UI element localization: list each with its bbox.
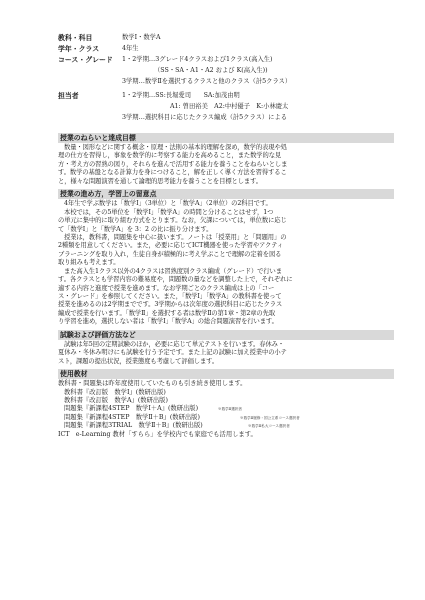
text-line: 適する内容と進度で授業を進めます。なお学期ごとのクラス編成は上の「コー <box>58 284 275 292</box>
book-title: 問題集『新課程4STEP 数学Ⅰ＋A』(数研出版) <box>64 405 199 413</box>
text-line: ブラーニングを取り入れ，生徒自身が積極的に考え学ぶことで理解の定着を図る <box>58 250 282 258</box>
subject-value: 数学Ⅰ・数学A <box>122 34 161 41</box>
workbook-item <box>58 414 394 422</box>
text-line: 授業は，教科書，問題集を中心に扱います。ノートは「授業用」と「問題用」の <box>64 233 287 241</box>
eval-text <box>58 341 394 366</box>
book-title: 教科書『改訂版 数学A』(数研出版) <box>64 396 168 404</box>
text-line: スト，課題の提出状況，授業態度も考慮して評価します。 <box>58 357 219 365</box>
book-title: 教科書『改訂版 数学Ⅰ』(数研出版) <box>64 388 166 396</box>
method-text <box>58 200 394 327</box>
section-heading: 授業の進め方，学習上の留意点 <box>58 189 394 199</box>
workbook-item <box>58 405 394 413</box>
course-label: コース・グレード <box>58 56 113 64</box>
teacher-line: 1・2学期…SS:長堀愛司 SA:加茂由明 <box>122 92 240 99</box>
method-section <box>58 189 394 327</box>
teacher-line: 3学期…選択科目に応じたクラス編成（計5クラス）による <box>122 114 288 121</box>
text-line: の単元に集中的に取り組む方式をとります。なお，欠課については，単位数に応じ <box>58 217 287 225</box>
book-title: 問題集『新課程3TRIAL 数学Ⅱ＋B』(数研出版) <box>64 422 203 430</box>
text-line: 方・考え方の習熟の図り，それらを進んで活用する能力を養うことをねらいとしま <box>58 160 288 168</box>
section-heading: 使用教材 <box>58 369 394 379</box>
text-line: 授業を進めるのは2学期までです。3学期からは次年度の選択科目に応じたクラス <box>58 301 283 309</box>
text-line: 取り組みも考えます。 <box>58 259 120 267</box>
book-note: ※数学Ⅱ私大コース選択者 <box>248 424 290 429</box>
text-line: と，様々な問題演習を通して論理的思考能力を養うことを目標とします。 <box>58 177 262 185</box>
course-meta <box>58 34 394 127</box>
text-line: 試験は年5回の定期試験のほか，必要に応じて単元テストを行います。春休み・ <box>64 340 285 348</box>
book-note: ※数学Ⅱ選択者 <box>218 407 243 412</box>
grade-value: 4年生 <box>122 45 139 52</box>
text-line: 理の仕方を習得し，事象を数学的に考察する能力を高めること，また数学的な見 <box>58 152 282 160</box>
materials-section <box>58 369 394 439</box>
workbook-item <box>58 422 394 430</box>
goals-text <box>58 144 394 186</box>
section-heading: 授業のねらいと達成目標 <box>58 133 394 143</box>
ict-line: ICT e-Learning 教材「すらら」を学校内でも家庭でも活用します。 <box>58 430 257 438</box>
text-line: す。各クラスとも学習内容の難易度や，問題数の量などを調整した上で，それぞれに <box>58 276 293 284</box>
course-line: 3学期…数学Ⅱを選択するクラスと他のクラス（計5クラス） <box>122 78 292 85</box>
text-line: また高入生1クラス以外の4クラスは習熟度別クラス編成（グレード）で行いま <box>64 267 282 275</box>
teacher-line: A1: 曽田裕美 A2:中村優子 K:小林慶太 <box>170 103 289 110</box>
text-line: 本校では，その5単位を「数学Ⅰ」「数学A」の時間と分けることはせず，1つ <box>64 208 274 216</box>
book-note: ※数学Ⅱ履修・国公立系コース選択者 <box>240 415 300 420</box>
eval-section <box>58 330 394 366</box>
text-line: 夏休み・冬休み明けにも試験を行う予定です。また上記の試験に加え授業中の小テ <box>58 349 287 357</box>
course-line: 1・2学期…3グレード4クラスおよび1クラス(高入生) <box>122 56 273 63</box>
goals-section <box>58 133 394 186</box>
syllabus-page <box>58 34 394 439</box>
text-line: り学習を進め，選択しない者は「数学Ⅰ」「数学A」の総合問題演習を行います。 <box>58 318 278 326</box>
text-line: 数量・図形などに関する概念・原理・法則の基本的理解を深め，数学的表現や処 <box>64 144 287 151</box>
grade-label: 学年・クラス <box>58 45 100 53</box>
teacher-label: 担当者 <box>58 92 79 100</box>
textbook-item <box>58 389 394 397</box>
text-line: て「数学Ⅰ」と「数学A」を 3：2 の比に振り分けます。 <box>58 225 213 233</box>
text-line: す。数学の基盤となる計算力を身につけること，解を正しく導く方法を習得するこ <box>58 169 287 177</box>
text-line: 2種類を用意してください。また，必要に応じてICT機器を使った学習やアクティ <box>58 242 284 250</box>
section-heading: 試験および評価方法など <box>58 330 394 340</box>
text-line: 編成で授業を行います。「数学Ⅱ」を選択する者は数学Ⅱの第1章・第2章の先取 <box>58 309 276 317</box>
course-line: （SS・SA・A1・A2 および K(高入生)) <box>154 67 268 74</box>
text-line: 4年生で学ぶ数学は「数学Ⅰ」（3単位）と「数学A」（2単位）の2科目です。 <box>64 200 272 208</box>
subject-label: 教科・科目 <box>58 34 93 42</box>
text-line: ス・グレード」を参照してください。また，「数学Ⅰ」「数学A」の教科書を使って <box>58 293 282 300</box>
book-title: 問題集『新課程4STEP 数学Ⅱ＋B』(数研出版) <box>64 413 200 421</box>
materials-intro: 教科書・問題集は昨年度使用していたものも引き続き使用します。 <box>58 380 247 388</box>
